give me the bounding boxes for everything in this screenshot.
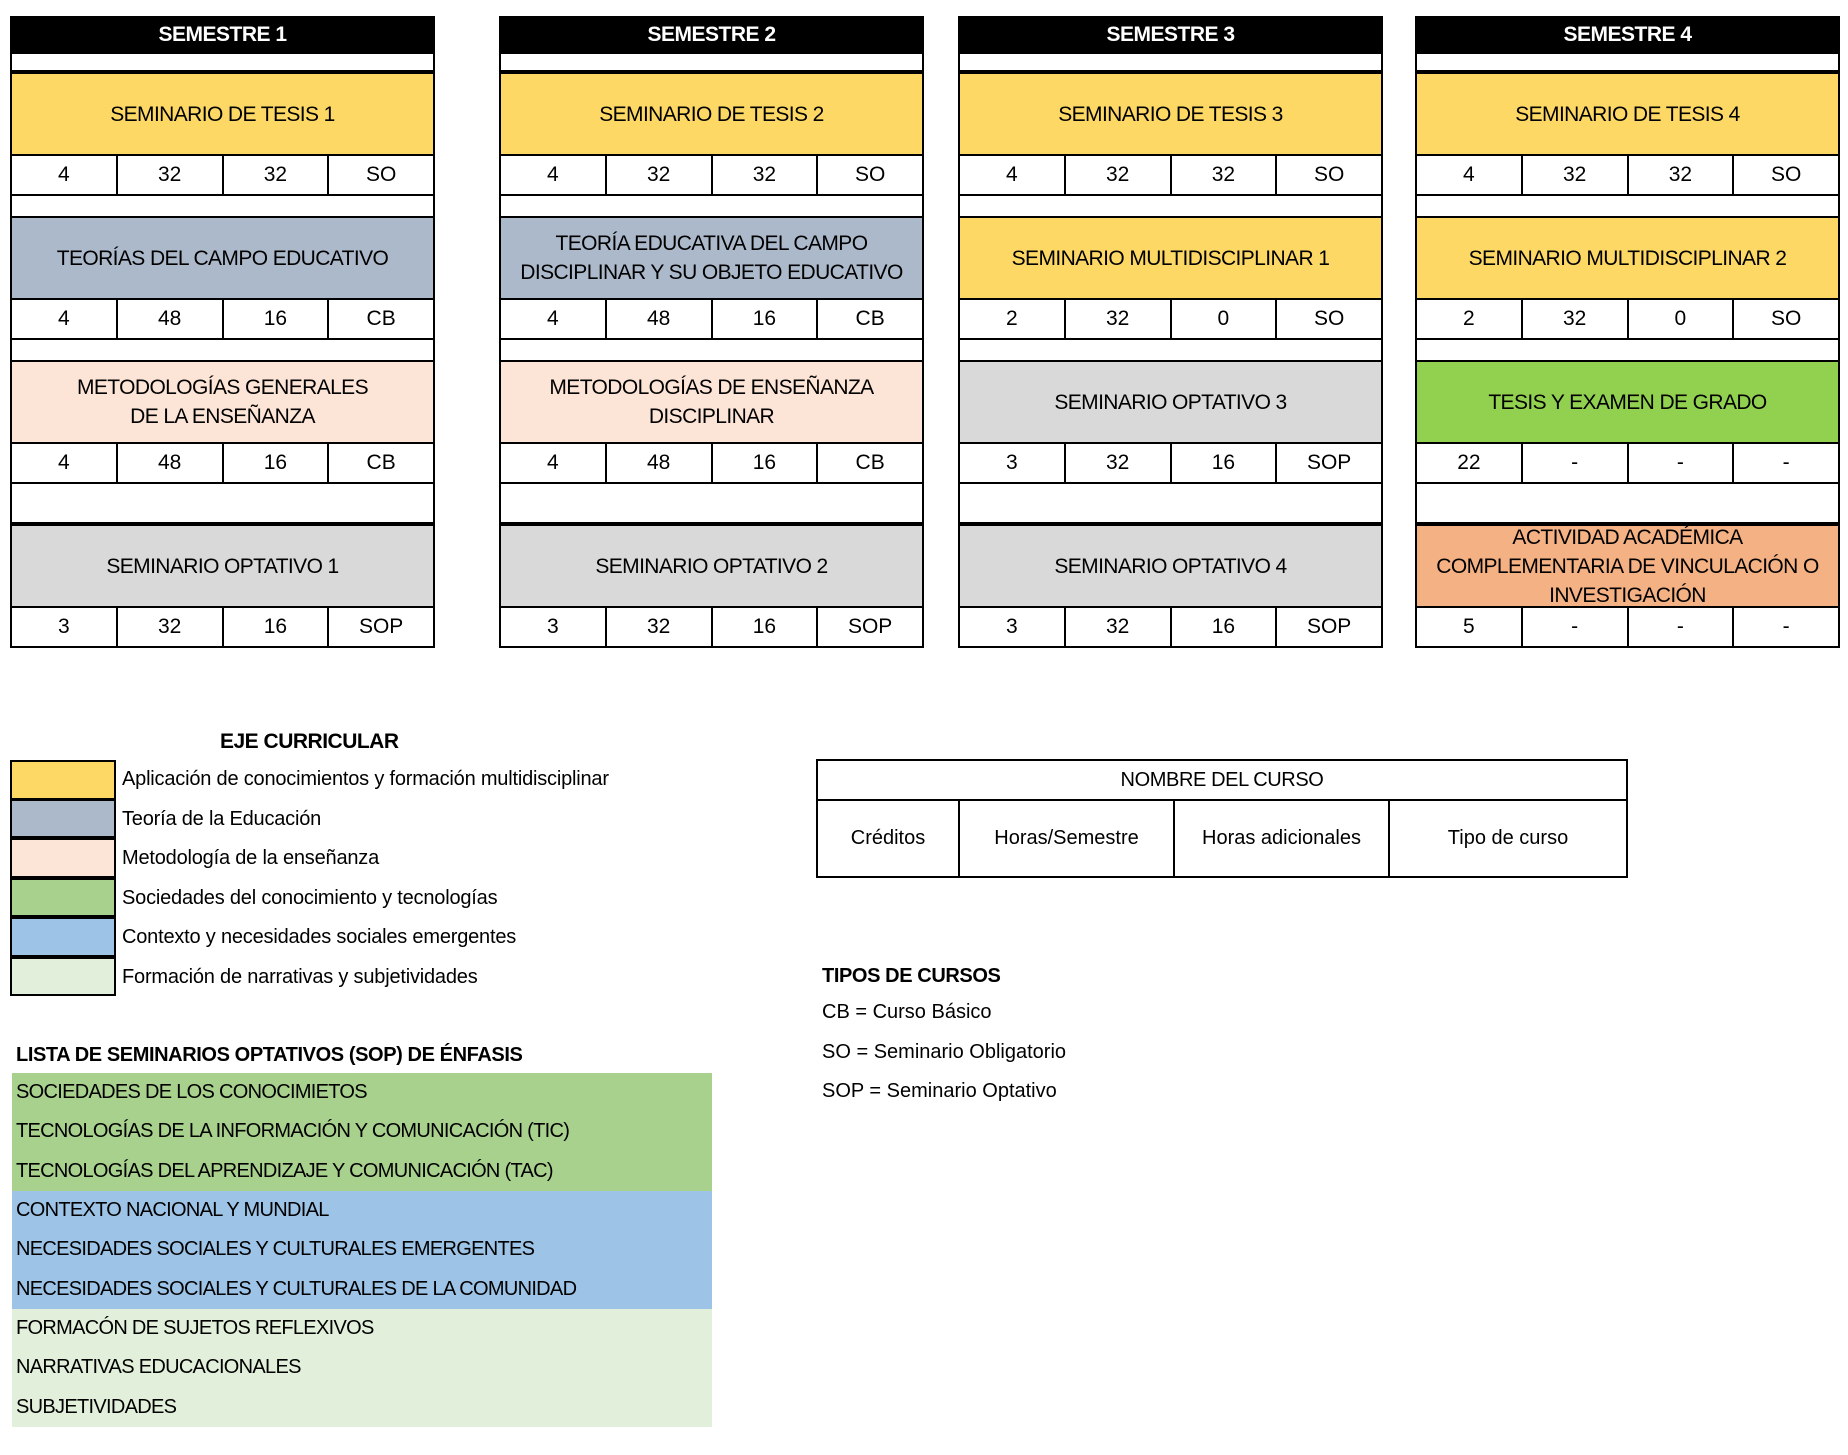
course-name: SEMINARIO DE TESIS 1	[10, 72, 435, 156]
course-credits: 2	[1417, 300, 1523, 338]
course-type: CB	[855, 307, 885, 330]
course-name: SEMINARIO MULTIDISCIPLINAR 2	[1415, 216, 1840, 300]
legend-swatch	[10, 760, 116, 800]
course-values-row	[499, 444, 924, 484]
legend-item	[10, 879, 609, 919]
course-name: METODOLOGÍAS DE ENSEÑANZA DISCIPLINAR	[499, 360, 924, 444]
course-extra-hours: 16	[713, 444, 819, 482]
course-values-row	[958, 156, 1383, 196]
course-type-item: SOP = Seminario Optativo	[822, 1080, 1057, 1102]
course-credits: 3	[960, 444, 1066, 482]
course-extra-hours: 32	[1629, 156, 1735, 194]
course-type: CB	[855, 451, 885, 474]
course-extra-hours: 16	[1172, 444, 1278, 482]
course-types	[822, 965, 1066, 1120]
course-credits: 2	[960, 300, 1066, 338]
course-hours: 32	[607, 608, 713, 646]
course-hours: 32	[1066, 444, 1172, 482]
course-type: -	[1782, 451, 1790, 474]
semester-title: SEMESTRE 4	[1415, 16, 1840, 54]
semester-column	[499, 16, 924, 648]
sop-item: NECESIDADES SOCIALES Y CULTURALES DE LA COMUNIDAD	[12, 1269, 712, 1308]
course-hours: 48	[607, 444, 713, 482]
course-extra-hours: 16	[1172, 608, 1278, 646]
course-values-row	[1415, 444, 1840, 484]
course-extra-hours: 0	[1172, 300, 1278, 338]
course-credits: 22	[1417, 444, 1523, 482]
course-hours: 32	[1066, 156, 1172, 194]
course-credits: 4	[1417, 156, 1523, 194]
semester-column	[10, 16, 435, 648]
course-name: SEMINARIO DE TESIS 2	[499, 72, 924, 156]
course-extra-hours: 16	[224, 444, 330, 482]
course-name: SEMINARIO DE TESIS 3	[958, 72, 1383, 156]
course-values-row	[958, 608, 1383, 648]
course-values-row	[958, 300, 1383, 340]
course-name: SEMINARIO OPTATIVO 1	[10, 524, 435, 608]
legend-swatch	[10, 957, 116, 997]
course-type: SO	[1313, 163, 1345, 186]
legend-label: Sociedades del conocimiento y tecnologías	[122, 886, 498, 909]
legend-label: Aplicación de conocimientos y formación multidisciplinar	[122, 768, 609, 791]
course-type: SO	[1770, 163, 1802, 186]
course-name: SEMINARIO OPTATIVO 2	[499, 524, 924, 608]
legend-item	[10, 918, 609, 958]
course-key-table	[816, 759, 1628, 878]
key-hours: Horas/Semestre	[960, 801, 1175, 876]
course-hours: 48	[118, 444, 224, 482]
sop-item: SOCIEDADES DE LOS CONOCIMIETOS	[12, 1073, 712, 1112]
sop-list-title: LISTA DE SEMINARIOS OPTATIVOS (SOP) DE ÉNFASIS	[16, 1044, 523, 1066]
sop-item: TECNOLOGÍAS DEL APRENDIZAJE Y COMUNICACIÓN (TAC)	[12, 1152, 712, 1191]
sop-item: NARRATIVAS EDUCACIONALES	[12, 1348, 712, 1387]
course-type: SO	[854, 163, 886, 186]
course-credits: 3	[501, 608, 607, 646]
course-values-row	[1415, 156, 1840, 196]
course-credits: 3	[960, 608, 1066, 646]
course-hours: 32	[118, 608, 224, 646]
legend-label: Formación de narrativas y subjetividades	[122, 965, 478, 988]
course-hours: -	[1523, 608, 1629, 646]
semester-column	[958, 16, 1383, 648]
legend-label: Teoría de la Educación	[122, 807, 322, 830]
course-hours: 32	[1066, 300, 1172, 338]
legend-item	[10, 800, 609, 840]
course-name: SEMINARIO OPTATIVO 3	[958, 360, 1383, 444]
semester-title: SEMESTRE 3	[958, 16, 1383, 54]
course-hours: 48	[607, 300, 713, 338]
course-type: SOP	[1306, 615, 1352, 638]
course-type: SOP	[1306, 451, 1352, 474]
course-type: SOP	[358, 615, 404, 638]
legend-title: EJE CURRICULAR	[220, 730, 399, 753]
legend-swatch	[10, 838, 116, 878]
course-name: SEMINARIO DE TESIS 4	[1415, 72, 1840, 156]
legend-swatch	[10, 799, 116, 839]
course-credits: 4	[501, 444, 607, 482]
semester-column	[1415, 16, 1840, 648]
course-credits: 4	[12, 300, 118, 338]
course-hours: 48	[118, 300, 224, 338]
course-type: CB	[366, 451, 396, 474]
course-credits: 3	[12, 608, 118, 646]
course-type: SOP	[847, 615, 893, 638]
course-type: SO	[365, 163, 397, 186]
course-extra-hours: -	[1629, 444, 1735, 482]
semester-title: SEMESTRE 2	[499, 16, 924, 54]
course-type-item: SO = Seminario Obligatorio	[822, 1040, 1067, 1063]
course-credits: 4	[501, 156, 607, 194]
course-type: SO	[1313, 307, 1345, 330]
course-values-row	[10, 156, 435, 196]
course-values-row	[10, 608, 435, 648]
course-name: TEORÍAS DEL CAMPO EDUCATIVO	[10, 216, 435, 300]
course-credits: 4	[12, 156, 118, 194]
course-extra-hours: 16	[713, 608, 819, 646]
course-credits: 4	[501, 300, 607, 338]
course-name: TEORÍA EDUCATIVA DEL CAMPO DISCIPLINAR Y SU OBJETO EDUCATIVO	[499, 216, 924, 300]
course-credits: 4	[960, 156, 1066, 194]
legend-item	[10, 760, 609, 800]
sop-list	[12, 1073, 712, 1427]
course-extra-hours: 0	[1629, 300, 1735, 338]
legend-item	[10, 958, 609, 998]
course-type: -	[1782, 615, 1790, 638]
course-hours: 32	[607, 156, 713, 194]
course-name: SEMINARIO MULTIDISCIPLINAR 1	[958, 216, 1383, 300]
course-name: METODOLOGÍAS GENERALES DE LA ENSEÑANZA	[10, 360, 435, 444]
course-hours: 32	[1066, 608, 1172, 646]
key-credits: Créditos	[818, 801, 960, 876]
course-values-row	[499, 300, 924, 340]
legend-swatch	[10, 917, 116, 957]
course-values-row	[499, 608, 924, 648]
sop-item: TECNOLOGÍAS DE LA INFORMACIÓN Y COMUNICACIÓN (TIC)	[12, 1112, 712, 1151]
course-extra-hours: 32	[224, 156, 330, 194]
course-types-title: TIPOS DE CURSOS	[822, 965, 1001, 987]
course-type-item: CB = Curso Básico	[822, 1001, 992, 1023]
course-values-row	[10, 444, 435, 484]
semester-title: SEMESTRE 1	[10, 16, 435, 54]
key-extra-hours: Horas adicionales	[1175, 801, 1390, 876]
course-name: ACTIVIDAD ACADÉMICA COMPLEMENTARIA DE VINCULACIÓN O INVESTIGACIÓN	[1415, 524, 1840, 608]
sop-item: NECESIDADES SOCIALES Y CULTURALES EMERGENTES	[12, 1230, 712, 1269]
key-course-name: NOMBRE DEL CURSO	[818, 761, 1626, 801]
course-extra-hours: 16	[224, 608, 330, 646]
course-values-row	[1415, 300, 1840, 340]
course-hours: 32	[118, 156, 224, 194]
sop-item: CONTEXTO NACIONAL Y MUNDIAL	[12, 1191, 712, 1230]
legend-label: Contexto y necesidades sociales emergentes	[122, 926, 517, 949]
course-values-row	[499, 156, 924, 196]
course-extra-hours: 32	[713, 156, 819, 194]
course-hours: -	[1523, 444, 1629, 482]
course-extra-hours: 16	[713, 300, 819, 338]
legend-swatch	[10, 878, 116, 918]
course-extra-hours: -	[1629, 608, 1735, 646]
key-type: Tipo de curso	[1447, 827, 1569, 849]
course-values-row	[958, 444, 1383, 484]
course-credits: 5	[1417, 608, 1523, 646]
course-extra-hours: 32	[1172, 156, 1278, 194]
course-name: SEMINARIO OPTATIVO 4	[958, 524, 1383, 608]
course-type: SO	[1770, 307, 1802, 330]
course-credits: 4	[12, 444, 118, 482]
course-values-row	[10, 300, 435, 340]
course-hours: 32	[1523, 156, 1629, 194]
course-type: CB	[366, 307, 396, 330]
course-extra-hours: 16	[224, 300, 330, 338]
sop-item: FORMACÓN DE SUJETOS REFLEXIVOS	[12, 1309, 712, 1348]
legend	[10, 760, 609, 997]
course-name: TESIS Y EXAMEN DE GRADO	[1415, 360, 1840, 444]
legend-item	[10, 839, 609, 879]
sop-item: SUBJETIVIDADES	[12, 1387, 712, 1426]
course-hours: 32	[1523, 300, 1629, 338]
legend-label: Metodología de la enseñanza	[122, 847, 380, 870]
course-values-row	[1415, 608, 1840, 648]
